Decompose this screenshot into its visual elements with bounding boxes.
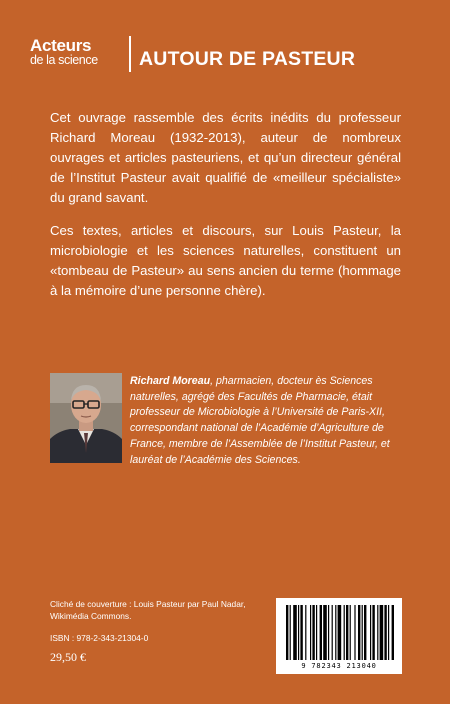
- price: 29,50 €: [50, 650, 86, 664]
- barcode-bar: [305, 605, 306, 660]
- barcode-bar: [293, 605, 297, 660]
- series-name-line1: Acteurs: [30, 36, 92, 55]
- barcode-bar: [392, 605, 394, 660]
- barcode-bar: [364, 605, 366, 660]
- barcode-bar: [388, 605, 389, 660]
- header-divider: [129, 36, 131, 72]
- series-logo: [30, 37, 98, 67]
- author-portrait-image: [50, 373, 122, 463]
- barcode-bar: [328, 605, 329, 660]
- barcode-bar: [298, 605, 299, 660]
- barcode-bar: [320, 605, 322, 660]
- barcode-bar: [377, 605, 378, 660]
- barcode-bar: [316, 605, 317, 660]
- barcode-bar: [344, 605, 345, 660]
- barcode-bar: [332, 605, 333, 660]
- author-bio: [130, 374, 402, 468]
- barcode-bar: [346, 605, 348, 660]
- barcode-bar: [290, 605, 291, 660]
- barcode-bars: [276, 598, 402, 662]
- barcode-bar: [384, 605, 386, 660]
- barcode-bar: [372, 605, 374, 660]
- isbn: ISBN : 978-2-343-21304-0: [50, 633, 149, 643]
- barcode-bar: [350, 605, 351, 660]
- author-photo: [50, 373, 122, 463]
- author-bio-text: , pharmacien, docteur ès Sciences naturelles, agrégé des Facultés de Pharmacie, était professeur de Microbiologie à l’Université de Paris-XII, correspondant national de l’Académie d’Agriculture de France, membre de l’Assemblée de l’Institut Pasteur, et lauréat de l’Académie des Sciences.: [130, 375, 390, 466]
- barcode: [276, 598, 402, 674]
- barcode-bar: [362, 605, 363, 660]
- book-title: AUTOUR DE PASTEUR: [139, 48, 356, 70]
- barcode-bar: [358, 605, 360, 660]
- barcode-bar: [370, 605, 371, 660]
- barcode-bar: [286, 605, 288, 660]
- cover-credit: Cliché de couverture : Louis Pasteur par Paul Nadar, Wikimédia Commons.: [50, 599, 246, 621]
- summary-paragraph-1: Cet ouvrage rassemble des écrits inédits du professeur Richard Moreau (1932-2013), auteur de nombreux ouvrages et articles pasteuriens, et qu’un directeur général de l’Institut Pasteur avait qualifié de «meilleur spécialiste» du grand savant.: [50, 110, 401, 205]
- summary-paragraph-2: Ces textes, articles et discours, sur Louis Pasteur, la microbiologie et les sciences naturelles, constituent un «tombeau de Pasteur» au sens ancien du terme (hommage à la mémoire d’une personne chère).: [50, 223, 401, 298]
- barcode-bar: [310, 605, 311, 660]
- barcode-bar: [338, 605, 342, 660]
- series-name-line2: de la science: [30, 53, 98, 67]
- barcode-bar: [335, 605, 336, 660]
- barcode-bar: [380, 605, 384, 660]
- barcode-bar: [312, 605, 314, 660]
- barcode-bar: [300, 605, 302, 660]
- barcode-digits: 9 782343 213040: [301, 662, 377, 670]
- barcode-bar: [354, 605, 355, 660]
- author-name: Richard Moreau: [130, 375, 211, 387]
- barcode-bar: [323, 605, 327, 660]
